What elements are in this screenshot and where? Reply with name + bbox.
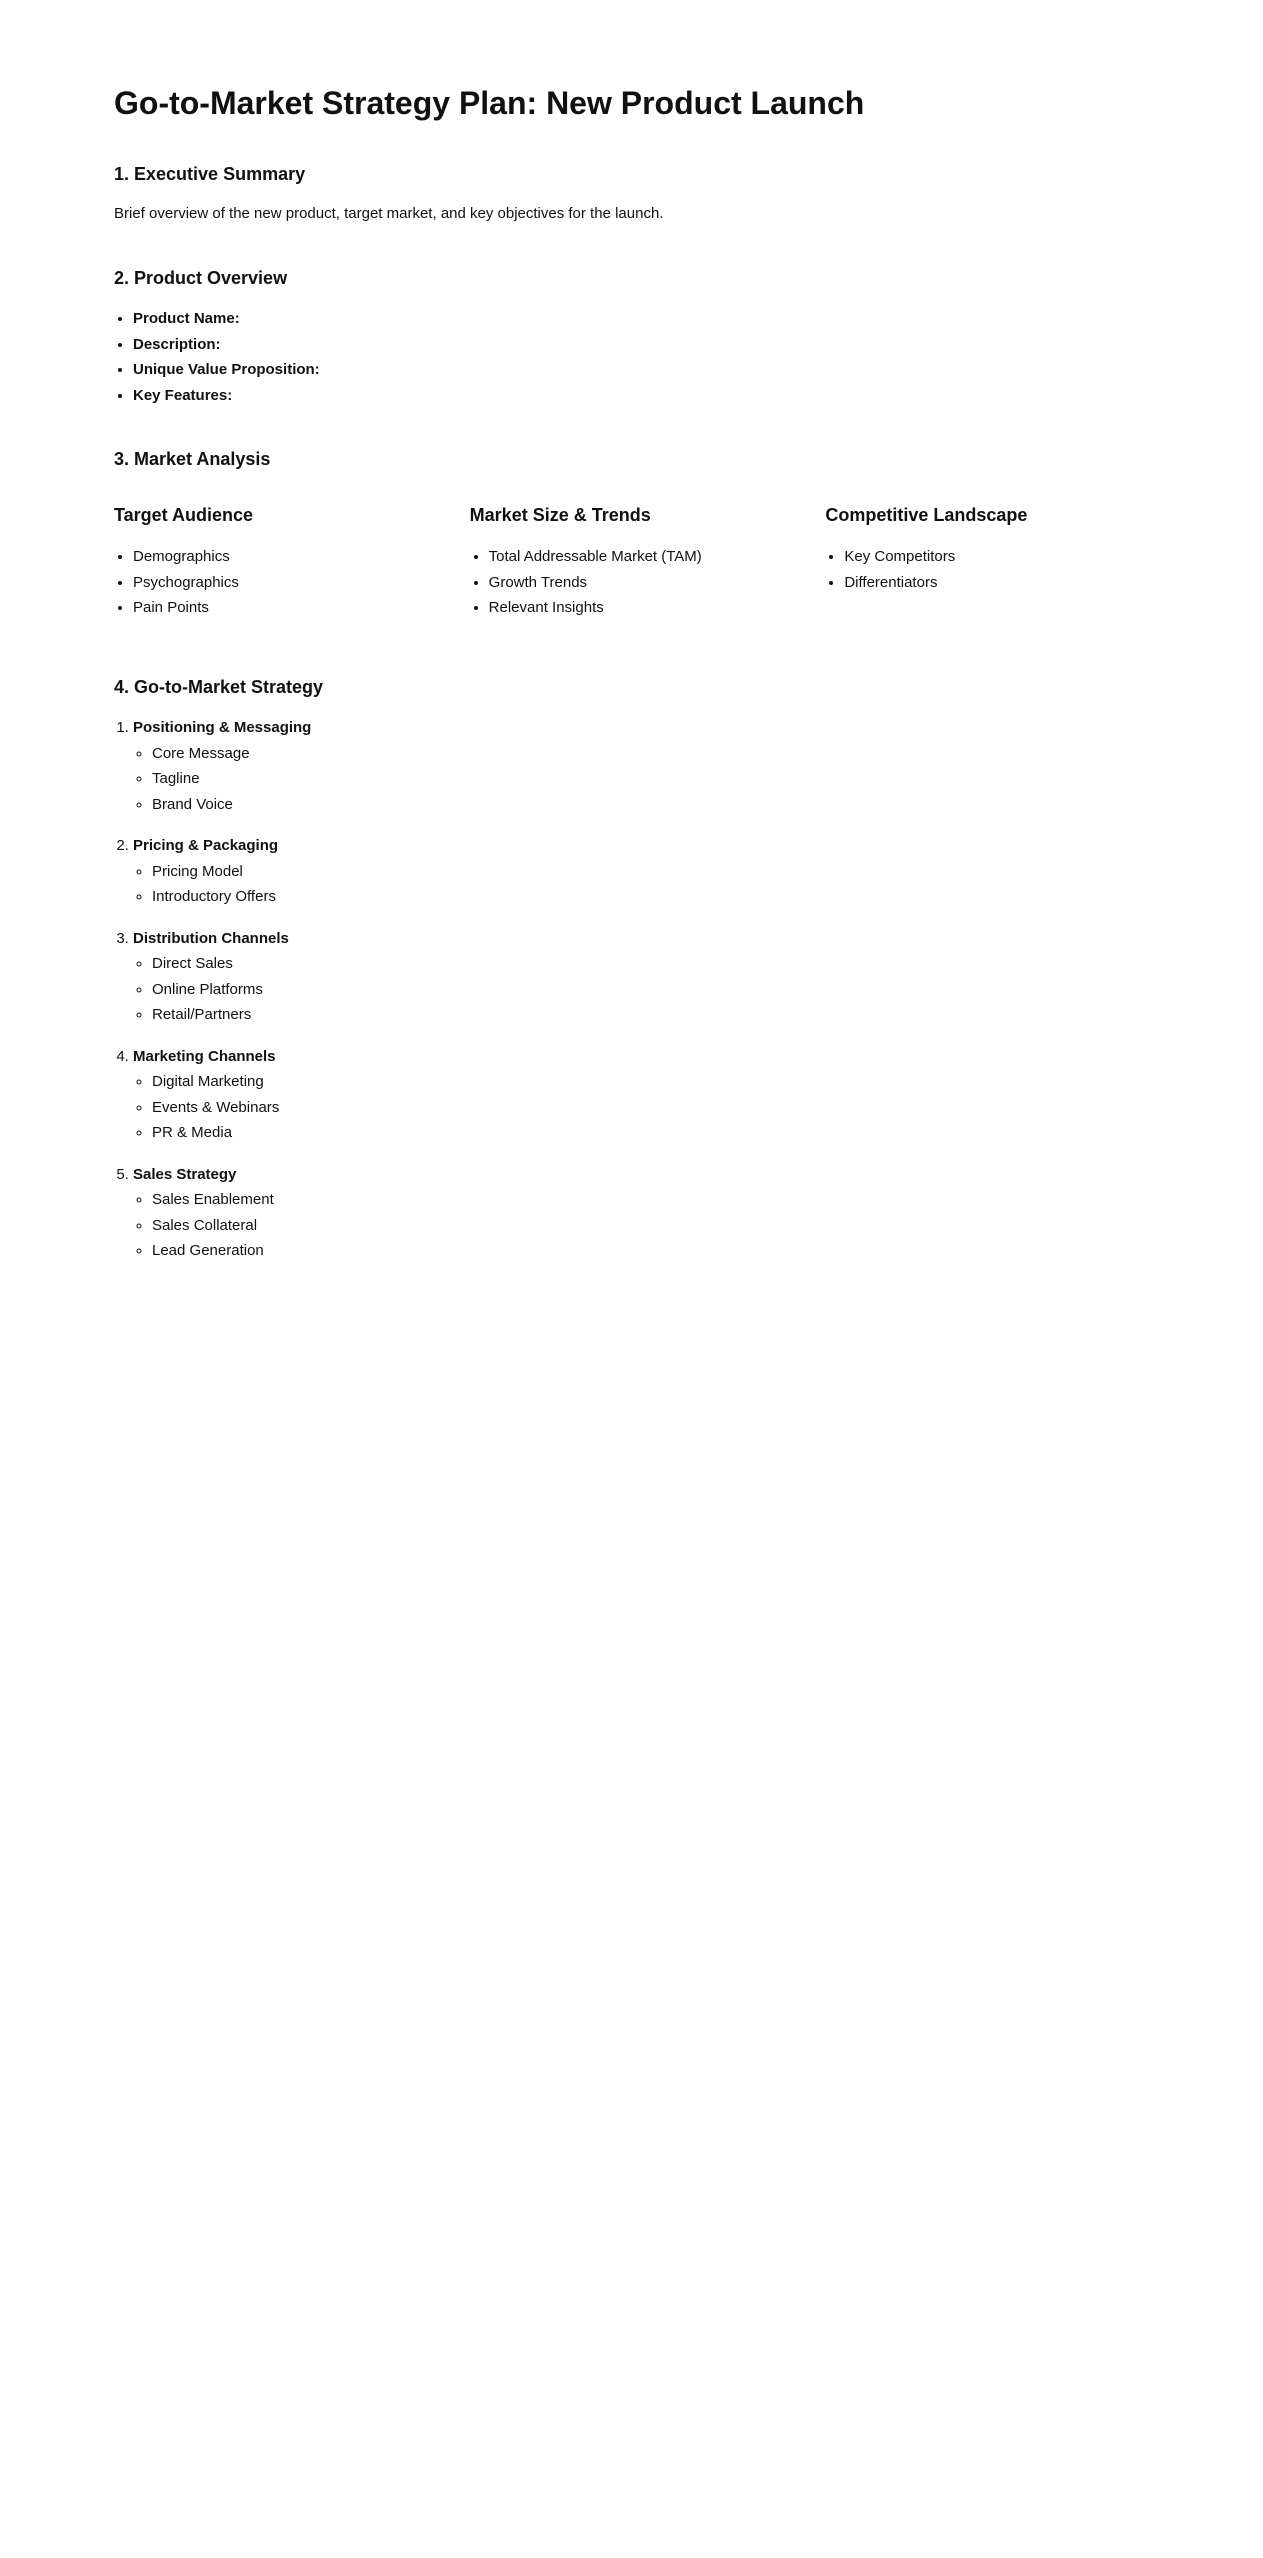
list-item: • Key Competitors [844,544,1149,570]
strategy-subitems [133,1069,1149,1146]
market-analysis-columns [114,504,1149,621]
sub-list-item: ◦ Pricing Model [152,859,1149,885]
list-item: • Psychographics [133,570,438,596]
section-gtm-strategy [114,676,1149,1264]
sub-list-item: ◦ Brand Voice [152,792,1149,818]
field-label: Unique Value Proposition: [133,361,320,379]
section-market-analysis [114,448,1149,620]
section-product-overview [114,267,1149,408]
section-heading-executive-summary: 1. Executive Summary [114,164,306,184]
strategy-item-marketing-channels [133,1044,1149,1146]
page-title: Go-to-Market Strategy Plan: New Product Launch [114,85,865,121]
strategy-item-distribution-channels [133,926,1149,1028]
gtm-strategy-list [114,715,1149,1264]
list-item: • Pain Points [133,595,438,621]
column-competitive-landscape [825,504,1149,621]
sub-list-item: ◦ Tagline [152,766,1149,792]
strategy-subitems [133,859,1149,910]
document-page [114,0,1149,1264]
field-label: Key Features: [133,386,233,404]
sub-list-item: ◦ PR & Media [152,1120,1149,1146]
strategy-item-pricing-packaging [133,833,1149,910]
sub-list-item: ◦ Online Platforms [152,977,1149,1003]
strategy-item-sales-strategy [133,1162,1149,1264]
strategy-subitems [133,1187,1149,1264]
field-label: Product Name: [133,310,240,328]
strategy-subitems [133,741,1149,818]
strategy-item-title: Sales Strategy [133,1165,237,1183]
section-heading-market-analysis: 3. Market Analysis [114,449,271,470]
list-item: • Relevant Insights [489,595,794,621]
list-item-product-name [133,306,1149,332]
column-heading: Competitive Landscape [825,504,1028,525]
target-audience-list [114,544,438,621]
section-heading-gtm-strategy: 4. Go-to-Market Strategy [114,676,324,697]
strategy-item-positioning-messaging [133,715,1149,817]
sub-list-item: ◦ Core Message [152,741,1149,767]
product-overview-list [114,306,1149,408]
list-item-unique-value-proposition [133,357,1149,383]
sub-list-item: ◦ Retail/Partners [152,1002,1149,1028]
list-item: • Demographics [133,544,438,570]
sub-list-item: ◦ Introductory Offers [152,884,1149,910]
field-label: Description: [133,335,221,353]
executive-summary-text: Brief overview of the new product, target market, and key objectives for the launch. [114,205,664,223]
list-item-description [133,332,1149,358]
list-item: • Growth Trends [489,570,794,596]
strategy-subitems [133,951,1149,1028]
sub-list-item: ◦ Sales Enablement [152,1187,1149,1213]
column-market-size-trends [470,504,794,621]
list-item: • Total Addressable Market (TAM) [489,544,794,570]
sub-list-item: ◦ Lead Generation [152,1238,1149,1264]
strategy-item-title: Marketing Channels [133,1047,276,1065]
sub-list-item: ◦ Direct Sales [152,951,1149,977]
market-size-list [470,544,794,621]
column-heading: Target Audience [114,504,254,525]
strategy-item-title: Distribution Channels [133,929,289,947]
list-item: • Differentiators [844,570,1149,596]
sub-list-item: ◦ Events & Webinars [152,1095,1149,1121]
column-target-audience [114,504,438,621]
section-executive-summary [114,163,1149,227]
strategy-item-title: Pricing & Packaging [133,837,279,855]
competitive-landscape-list [825,544,1149,595]
section-heading-product-overview: 2. Product Overview [114,267,288,288]
strategy-item-title: Positioning & Messaging [133,719,312,737]
sub-list-item: ◦ Digital Marketing [152,1069,1149,1095]
column-heading: Market Size & Trends [469,504,651,525]
list-item-key-features [133,383,1149,409]
sub-list-item: ◦ Sales Collateral [152,1213,1149,1239]
